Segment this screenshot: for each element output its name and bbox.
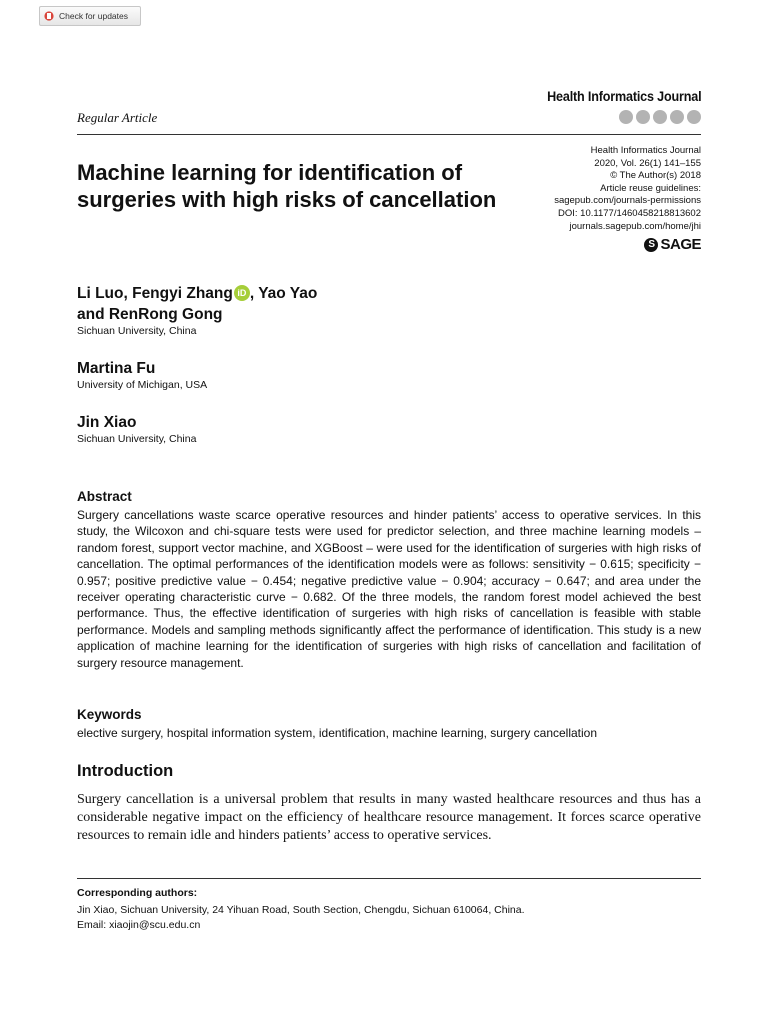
meta-line: Health Informatics Journal [590,145,701,156]
dot [653,110,667,124]
article-title: Machine learning for identification of surgeries with high risks of cancellation [77,160,497,212]
author-names-part: Li Luo, Fengyi Zhang [77,285,233,302]
journal-meta [501,145,701,233]
introduction-heading: Introduction [77,762,174,780]
meta-line: Article reuse guidelines: [600,182,701,194]
abstract-text: Surgery cancellations waste scarce operative resources and hinder patients’ access to operative services. In this study, the Wilcoxon and chi-square tests were used for predictor selection, and three machine learning models – random forest, support vector machine, and XGBoost – were used for the identification of surgeries with high risks of cancellation. The optimal performances of the identification models were as follows: sensitivity − 0.615; specificity − 0.957; positive predictive value − 0.454; negative predictive value − 0.904; accuracy − 0.647; and area under the receiver operating characteristic curve − 0.682. Of the three models, the random forest model achieved the best performance. Thus, the effective identification of surgeries with high risks of cancellation is feasible with stable performance. Models and sampling methods significantly affect the performance of identification. This study is a new application of machine learning for the identification of surgeries with high risks of cancellation and facilitation of surgery resource management. [77,508,701,670]
sage-icon: S [644,238,658,252]
abstract-heading: Abstract [77,489,132,504]
author-block [77,283,317,446]
footer-divider [77,878,701,879]
doi-link[interactable]: DOI: 10.1177/1460458218813602 [558,207,701,219]
author-affiliation: University of Michigan, USA [77,379,208,391]
keywords-heading: Keywords [77,707,142,722]
check-for-updates-label: Check for updates [59,11,128,21]
meta-line: 2020, Vol. 26(1) 141–155 [594,157,701,169]
meta-line: © The Author(s) 2018 [610,170,701,182]
journal-dots-decoration [619,110,701,124]
author-affiliation: Sichuan University, China [77,433,197,445]
orcid-icon[interactable]: iD [234,285,250,301]
author-names: Martina Fu [77,360,156,377]
introduction-text: Surgery cancellation is a universal problem that results in many wasted healthcare resources and thus has a considerable negative impact on the efficiency of healthcare resource management. It forces scarce operative resources to remain idle and hinders patients’ access to operative services. [77,792,701,843]
publisher-name: SAGE [660,236,701,253]
author-names: Jin Xiao [77,414,137,431]
dot [687,110,701,124]
corresponding-address: Jin Xiao, Sichuan University, 24 Yihuan Road, South Section, Chengdu, Sichuan 610064, China. [77,904,525,916]
author-affiliation: Sichuan University, China [77,325,197,337]
journal-name: Health Informatics Journal [546,88,701,104]
publisher-logo [644,236,701,253]
author-names: and RenRong Gong [77,306,223,323]
bookmark-icon [44,11,54,22]
author-names-part: , Yao Yao [249,285,318,302]
keywords-text: elective surgery, hospital information system, identification, machine learning, surgery cancellation [77,726,598,740]
corresponding-email[interactable]: Email: xiaojin@scu.edu.cn [77,919,201,931]
author-names [77,283,317,304]
corresponding-details [77,903,525,933]
corresponding-heading: Corresponding authors: [77,887,198,899]
header-divider [77,134,701,135]
meta-link[interactable]: sagepub.com/journals-permissions [554,195,701,207]
journal-home-link[interactable]: journals.sagepub.com/home/jhi [569,220,701,232]
dot [619,110,633,124]
dot [636,110,650,124]
dot [670,110,684,124]
check-for-updates-button[interactable] [39,6,141,26]
article-type: Regular Article [77,110,158,125]
